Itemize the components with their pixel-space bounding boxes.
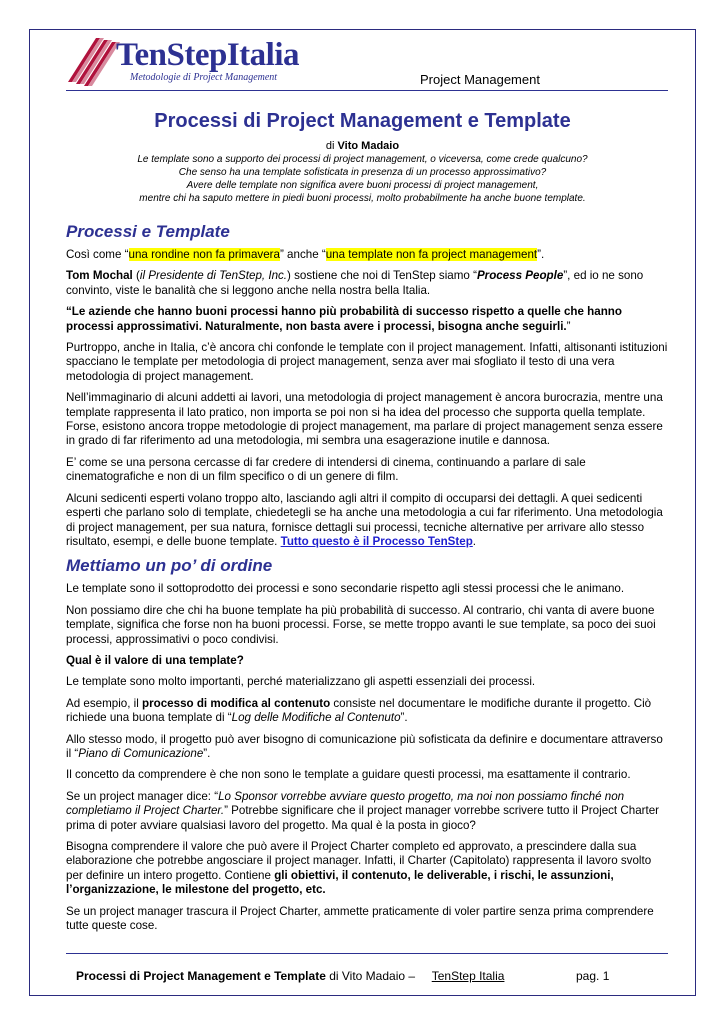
- logo-wordmark: TenStepItalia: [116, 37, 299, 73]
- text-run: Alcuni sedicenti esperti volano troppo alto, lasciando agli altri il compito di occuparsi dei dettagli. A quei sedicenti esperti che parlano solo di template, chiedetegli se ha anche una metodologia a cui far riferimento. Una metodologia di project management, per sua natura, fornisce dettagli sui processi, tecniche alternative per arrivare allo stesso risultato, esempi, e delle buone template.: [66, 491, 663, 548]
- paragraph: [66, 248, 668, 262]
- quote-paragraph: [66, 305, 668, 334]
- highlight-template: una template non fa project management: [325, 248, 538, 261]
- footer-title: Processi di Project Management e Template: [76, 969, 326, 983]
- text-run: Se un project manager dice: “: [66, 789, 219, 803]
- emphasis: Lo Sponsor vorrebbe avviare questo progetto, ma noi non possiamo finché non completiamo il Project Charter.: [66, 789, 625, 818]
- paragraph: [66, 269, 668, 298]
- paragraph: [66, 697, 668, 726]
- section-heading-ordine: Mettiamo un po’ di ordine: [66, 556, 273, 576]
- text-run: Così come “: [66, 248, 129, 261]
- paragraph: Se un project manager trascura il Project Charter, ammette praticamente di voler partire senza prima comprendere tutte queste cose.: [66, 904, 654, 933]
- document-title: Processi di Project Management e Template: [154, 110, 571, 132]
- text-run: ” anche “: [279, 248, 326, 261]
- abstract-line: Le template sono a supporto dei processi di project management, o viceversa, come crede qualcuno?: [137, 154, 588, 165]
- paragraph: Purtroppo, anche in Italia, c’è ancora chi confonde le template con il project management. Infatti, altisonanti istituzioni spacciano le template per metodologia di project management, senza aver mai sfogliato il testo di una vera metodologia di project management.: [66, 341, 668, 383]
- abstract-line: Avere delle template non significa avere buoni processi di project management,: [186, 180, 539, 191]
- text-run: Bisogna comprendere il valore che può avere il Project Charter completo ed approvato, a prescindere dalla sua elaborazione che potrebbe angosciare il project manager. Infatti, il Charter (Capitolato) rappresenta il lavoro svolto per definire un intero progetto. Contiene: [66, 840, 652, 882]
- footer-divider: [66, 953, 668, 954]
- paragraph: Le template sono molto importanti, perché materializzano gli aspetti essenziali dei processi.: [66, 675, 536, 689]
- abstract: [90, 153, 635, 205]
- person-name: Tom Mochal: [66, 269, 133, 283]
- byline: [0, 140, 725, 152]
- text-run: ”: [566, 319, 571, 333]
- text-run: ”.: [203, 746, 211, 760]
- text-run: ) sostiene che noi di TenStep siamo “: [287, 269, 477, 283]
- text-run: consiste nel documentare le modifiche durante il progetto. Ciò richiede una buona template di “: [66, 696, 652, 725]
- abstract-line: mentre chi ha saputo mettere in piedi buoni processi, molto probabilmente ha anche buone template.: [139, 193, 586, 204]
- text-run: (: [132, 269, 140, 283]
- text-run: Allo stesso modo, il progetto può aver bisogno di comunicazione più sofisticata da definire e documentare attraverso il “: [66, 732, 663, 760]
- person-role: il Presidente di TenStep, Inc.: [139, 269, 288, 283]
- highlight-rondine: una rondine non fa primavera: [128, 248, 280, 261]
- paragraph: Il concetto da comprendere è che non sono le template a guidare questi processi, ma esattamente il contrario.: [66, 768, 631, 782]
- text-run: ” Potrebbe significare che il project manager vorrebbe scrivere tutto il Project Charter prima di poter avviare qualsiasi lavoro del progetto. Ma qual è la posta in gioco?: [66, 804, 660, 832]
- footer-author: di Vito Madaio –: [325, 969, 416, 983]
- processo-tenstep-link[interactable]: Tutto questo è il Processo TenStep: [280, 534, 473, 548]
- logo-tagline: Metodologie di Project Management: [130, 72, 278, 83]
- tenstep-logo: [66, 36, 299, 88]
- header-divider: [66, 90, 668, 91]
- abstract-line: Che senso ha una template sofisticata in presenza di un processo approssimativo?: [178, 167, 547, 178]
- page-footer: [76, 969, 610, 983]
- article-body: [66, 222, 668, 940]
- paragraph: [66, 790, 668, 833]
- page-number: pag. 1: [576, 969, 610, 983]
- text-run: ”.: [400, 711, 408, 725]
- section-heading-processi: Processi e Template: [66, 222, 230, 241]
- process-people: Process People: [476, 269, 564, 283]
- paragraph: [66, 492, 668, 550]
- paragraph: [66, 840, 668, 898]
- text-run: .: [472, 534, 477, 548]
- header-section: Project Management: [420, 72, 540, 87]
- byline-prefix: di: [325, 140, 335, 152]
- emphasis: Log delle Modifiche al Contenuto: [231, 711, 401, 725]
- subheading-question: Qual è il valore di una template?: [66, 653, 244, 667]
- author-name: Vito Madaio: [337, 140, 400, 152]
- paragraph: Le template sono il sottoprodotto dei processi e sono secondarie rispetto agli stessi processi che le animano.: [66, 582, 625, 596]
- paragraph: E’ come se una persona cercasse di far credere di intendersi di cinema, continuando a parlare di sale cinematografiche e non di un film specifico o di un genere di film.: [66, 455, 586, 484]
- paragraph: [66, 733, 668, 762]
- quote-text: “Le aziende che hanno buoni processi hanno più probabilità di successo rispetto a quelle che hanno processi approssimativi. Naturalmente, non basta avere i processi, bisogna anche seguirli.: [66, 305, 622, 333]
- emphasis: gli obiettivi, il contenuto, le deliverable, i rischi, le assunzioni, l’organizzazione, le milestone del progetto, etc.: [66, 868, 614, 897]
- paragraph: Nell’immaginario di alcuni addetti ai lavori, una metodologia di project management è ancora burocrazia, mentre una template rappresenta il lato pratico, non importa se poi non si ha idea del processo che supporta quella template. Forse, esistono ancora troppe metodologie di project management, ma parlare di project management senza essere in grado di far riferimento ad una metodologia, mi sembra una esagerazione inutile e dannosa.: [66, 391, 663, 448]
- text-run: Ad esempio, il: [66, 696, 143, 710]
- footer-site-link[interactable]: TenStep Italia: [431, 969, 505, 983]
- text-run: ”, ed io ne sono convinto, viste le banalità che si leggono anche nella nostra bella Italia.: [66, 269, 644, 297]
- emphasis: Piano di Comunicazione: [78, 746, 204, 760]
- emphasis: processo di modifica al contenuto: [142, 696, 331, 710]
- text-run: ”.: [537, 248, 545, 261]
- paragraph: Non possiamo dire che chi ha buone template ha più probabilità di successo. Al contrario, chi vanta di avere buone template, significa che forse non ha buoni processi. Forse, se mette troppo avanti le sue template, sa poco dei suoi processi, approssimativi o poco condivisi.: [66, 603, 656, 646]
